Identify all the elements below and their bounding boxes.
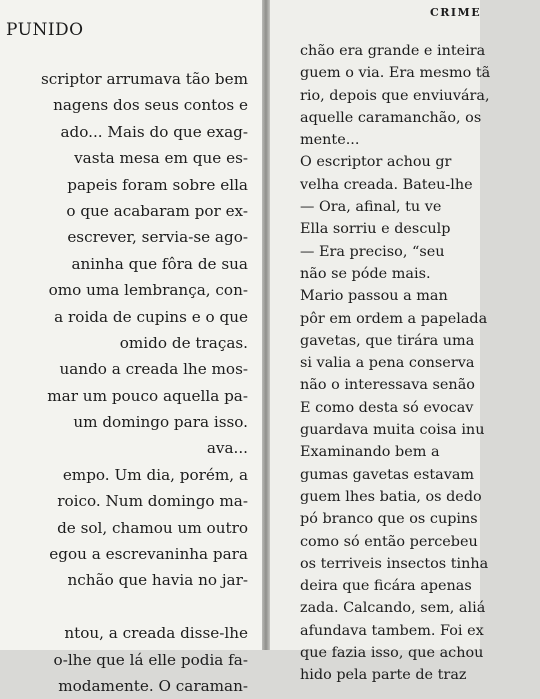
text-line: nchão que havia no jar- [67,571,248,590]
text-line: empo. Um dia, porém, a [62,465,248,484]
text-line: de sol, chamou um outro [57,518,248,537]
text-line: não o interessava senão [300,377,475,394]
text-line: guem lhes batia, os dedo [300,488,482,505]
right-page [270,0,491,684]
text-line: mente... [300,132,360,149]
text-line: uando a creada lhe mos- [59,360,248,379]
text-line: E como desta só evocav [300,399,474,416]
text-line: rio, depois que enviuvára, [300,87,490,104]
text-line: omido de traças. [119,333,248,352]
text-line: egou a escrevaninha para [49,545,248,564]
text-line: os terriveis insectos tinha [300,555,489,572]
text-line: — Era preciso, “seu [300,243,445,260]
left-page-text [0,66,262,699]
text-line: deira que ficára apenas [300,578,472,595]
text-line: roico. Num domingo ma- [57,492,248,511]
text-line: que fazia isso, que achou [300,645,484,662]
text-line: O escriptor achou gr [300,154,452,171]
text-line: afundava tambem. Foi ex [300,622,484,639]
text-line: a roida de cupins e o que [54,307,248,326]
text-line: aninha que fôra de sua [71,254,248,273]
text-line: Examinando bem a [300,444,440,461]
text-line: velha creada. Bateu-lhe [300,176,473,193]
text-line: ado... Mais do que exag- [60,122,248,141]
text-line: gavetas, que tirára uma [300,332,475,349]
text-line: ava... [206,439,248,458]
text-line: o-lhe que lá elle podia fa- [53,650,248,669]
text-line: hido pela parte de traz [300,667,467,684]
text-line: o que acabaram por ex- [66,201,248,220]
text-line: não se póde mais. [300,265,431,282]
text-line: pó branco que os cupins [300,511,478,528]
text-line: si valia a pena conserva [300,355,475,372]
left-page-header: PUNIDO [6,20,84,40]
text-line: guem o via. Era mesmo tã [300,65,491,82]
text-line: aquelle caramanchão, os [300,109,482,126]
text-line: zada. Calcando, sem, aliá [300,600,486,617]
text-line: modamente. O caraman- [58,676,248,695]
text-line: omo uma lembrança, con- [48,281,248,300]
text-line: chão era grande e inteira [300,43,486,59]
text-line: — Ora, afinal, tu ve [300,199,442,216]
right-page-header: CRIME [430,6,482,19]
text-line: papeis foram sobre ella [67,175,248,194]
text-line: um domingo para isso. [73,413,248,432]
text-line: ntou, a creada disse-lhe [64,624,248,643]
text-line: guardava muita coisa inu [300,422,485,439]
text-line: Mario passou a man [300,288,448,305]
text-line: gumas gavetas estavam [300,466,475,483]
text-line: Ella sorriu e desculp [300,221,451,238]
book-gutter [262,0,270,650]
text-line: escrever, servia-se ago- [67,228,248,247]
text-line: scriptor arrumava tão bem [41,70,248,88]
text-line: vasta mesa em que es- [74,149,248,168]
text-line: pôr em ordem a papelada [300,310,488,327]
left-page [0,0,262,695]
text-line: como só então percebeu [300,533,478,550]
right-page-text [300,40,540,687]
text-line [0,594,262,620]
text-line: nagens dos seus contos e [53,96,248,115]
text-line: mar um pouco aquella pa- [47,386,248,405]
